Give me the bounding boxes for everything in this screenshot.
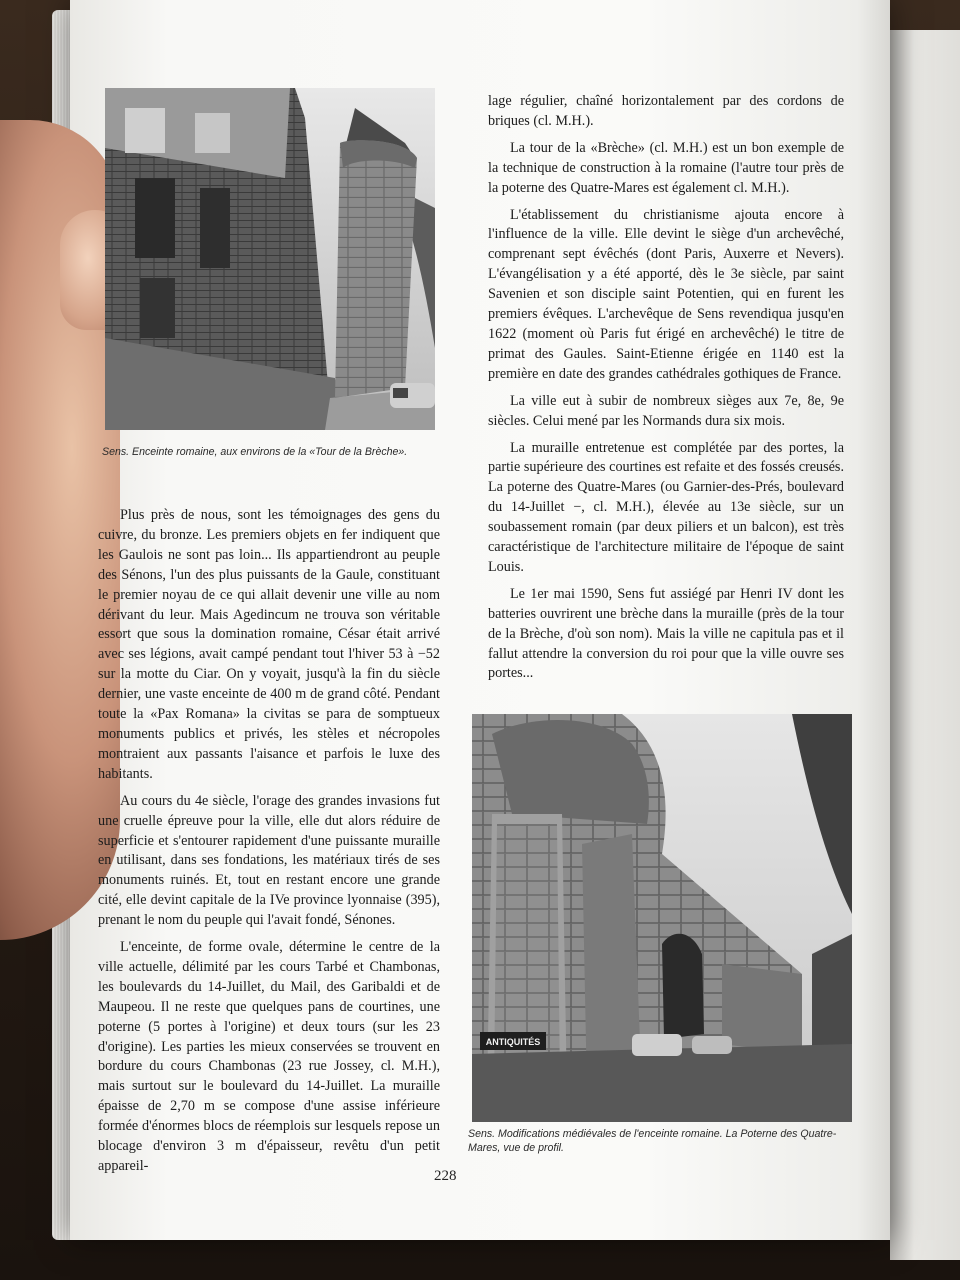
text-column-right — [488, 92, 844, 691]
paragraph: Le 1er mai 1590, Sens fut assiégé par Henri IV dont les batteries ouvrirent une brèche dans la muraille (près de la tour de la Brèche, d'où son nom). Mais la ville ne capitula pas et il fallut attendre la conversion du roi pour que la ville ouvre ses portes... — [488, 585, 844, 682]
paragraph: lage régulier, chaîné horizontalement par des cordons de briques (cl. M.H.). — [488, 93, 844, 129]
paragraph: L'enceinte, de forme ovale, détermine le centre de la ville actuelle, délimité par les cours Tarbé et Chambonas, les boulevards du 14-Juillet, du Mail, des Garibaldi et de Maupeou. Il ne reste que quelques pans de courtines, une poterne (5 portes à l'origine) et deux tours (sur les 23 d'origine). Les parties les mieux conservées se trouvent en bordure du cours Chambonas (23 rue Jossey, cl. M.H.), mais surtout sur le boulevard du 14-Juillet. La muraille épaisse de 2,70 m se compose d'une assise inférieure formée d'énormes blocs de réemplois sur lesquels repose un blocage d'environ 3 m d'épaisseur, revêtu d'un petit appareil- — [98, 939, 440, 1174]
photo-tour-de-la-breche — [105, 88, 435, 430]
paragraph: Plus près de nous, sont les témoignages des gens du cuivre, du bronze. Les premiers objets en fer indiquent que les Gaulois ne sont pas loin... Ils appartiendront au peuple des Sénons, l'un des plus puissants de la Gaule, constituant le premier noyau de ce qui allait devenir une ville au nom dérivant du leur. Mais Agedincum ne trouva son véritable essort que sous la domination romaine, César était arrivé avec ses légions, avait campé pendant tout l'hiver 53 à −52 sur la motte du Ciar. On y voyait, jusqu'à la fin du siècle dernier, une vaste enceinte de 400 m de grand côté. Pendant toute la «Pax Romana» la civitas se para de somptueux monuments publics et privés, les stèles et nécropoles montraient aux passants l'aisance et parfois le luxe des habitants. — [98, 507, 440, 782]
photo-caption-1: Sens. Enceinte romaine, aux environs de la «Tour de la Brèche». — [102, 446, 408, 458]
paragraph: La ville eut à subir de nombreux sièges aux 7e, 8e, 9e siècles. Celui mené par les Normands dura six mois. — [488, 392, 844, 429]
paragraph: Au cours du 4e siècle, l'orage des grandes invasions fut une cruelle épreuve pour la ville, elle dut alors réduire de superficie et s'entourer rapidement d'une puissante muraille en utilisant, dans ses fondations, les matériaux tirés de ses monuments ruinés. Et, tout en restant encore une grande cité, elle devint capitale de la IVe province lyonnaise (395), prenant le nom du peuple qui l'avait fondé, Sénones. — [98, 792, 440, 929]
photo-caption-2: Sens. Modifications médiévales de l'enceinte romaine. La Poterne des Quatre-Mares, vue de profil. — [468, 1128, 837, 1154]
antiques-sign: ANTIQUITÉS — [485, 1037, 541, 1047]
facing-page-edge — [890, 30, 960, 1260]
paragraph: L'établissement du christianisme ajouta encore à l'influence de la ville. Elle devint le siège d'un archevêché, comprenant sept évêchés (dont Paris, Auxerre et Nevers). L'évangélisation y a été apporté, dès le 3e siècle, par saint Savenien et son disciple saint Potentien, qui en furent les premiers évêques. L'archevêque de Sens revendiqua jusqu'en 1622 (moment où Paris fut érigé en archevêché) le titre de primat des Gaules. Saint-Etienne érigée en 1140 est la première en date des grandes cathédrales gothiques de France. — [488, 206, 844, 382]
page-number: 228 — [434, 1168, 457, 1184]
photo-poterne-des-quatre-mares — [472, 714, 852, 1122]
text-column-left — [98, 506, 440, 1184]
paragraph: La muraille entretenue est complétée par des portes, la partie supérieure des courtines est refaite et des fossés creusés. La poterne des Quatre-Mares (ou Garnier-des-Prés, boulevard du 14-Juillet −, cl. M.H.), élevée au 13e siècle, sur un soubassement romain (par deux piliers et un balcon), est très caractéristique de l'architecture militaire de l'époque de saint Louis. — [488, 439, 844, 575]
paragraph: La tour de la «Brèche» (cl. M.H.) est un bon exemple de la technique de construction à la romaine (l'autre tour près de la poterne des Quatre-Mares est également cl. M.H.). — [488, 139, 844, 196]
